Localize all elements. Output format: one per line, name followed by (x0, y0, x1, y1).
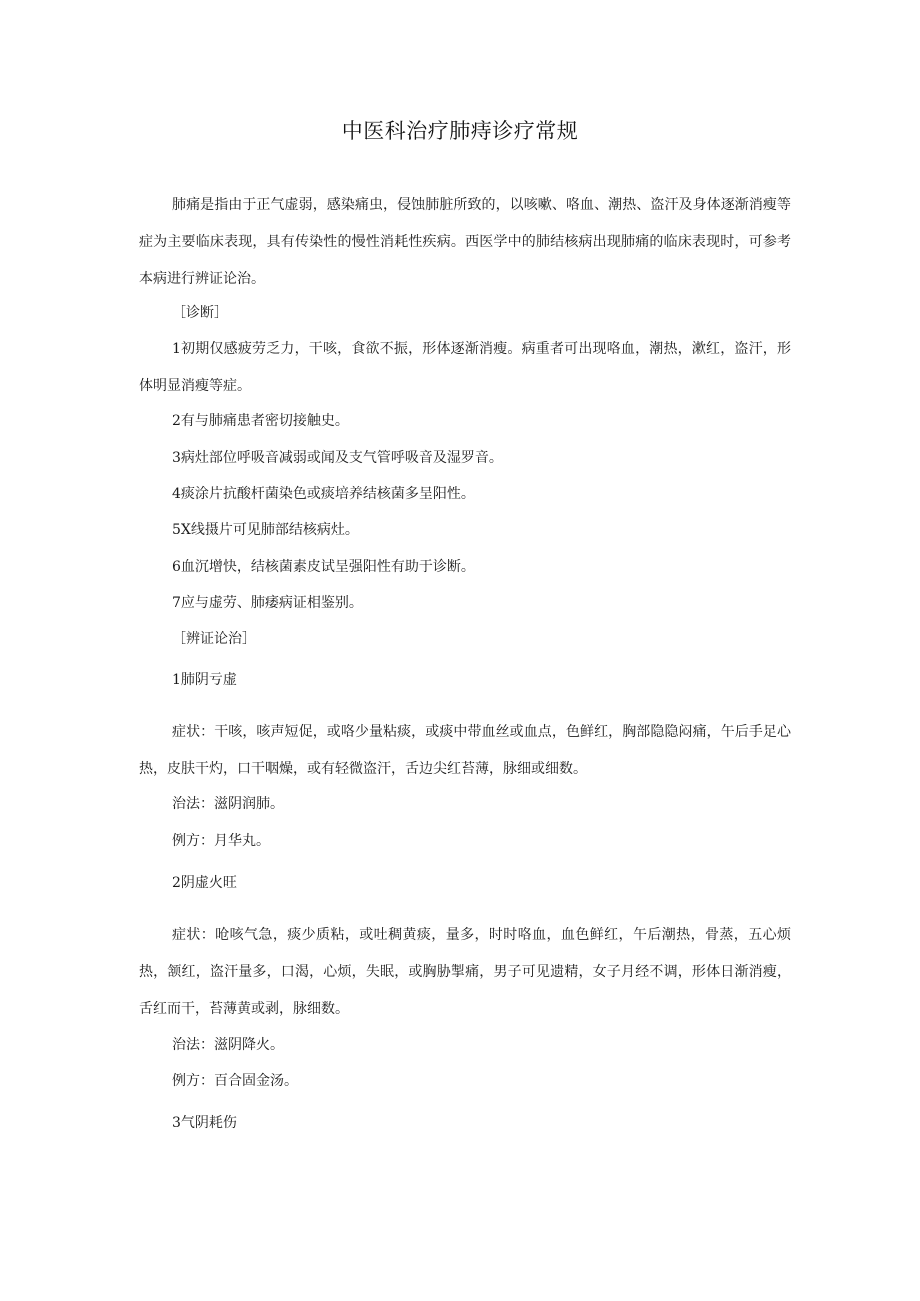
diagnosis-item: 3病灶部位呼吸音减弱或闻及支气管呼吸音及湿罗音。 (172, 450, 503, 466)
treatment-heading: ［辨证论治］ (172, 631, 256, 647)
diagnosis-item: 4痰涂片抗酸杆菌染色或痰培养结核菌多呈阳性。 (172, 486, 475, 502)
diagnosis-item: 1初期仅感疲劳乏力，干咳，食欲不振，形体逐渐消瘦。病重者可出现咯血，潮热，漱红，盗汗，形体明显消瘦等症。 (139, 341, 791, 394)
diagnosis-item: 7应与虚劳、肺痿病证相鉴别。 (172, 595, 363, 611)
pattern-symptoms: 症状：呛咳气急，痰少质粘，或吐稠黄痰，量多，时时咯血，血色鲜红，午后潮热，骨蒸，五心烦热，颔红，盗汗量多，口渴，心烦，失眠，或胸胁掣痛，男子可见遗精，女子月经不调，形体日渐消瘦，舌红而干，苔薄黄或剥，脉细数。 (139, 927, 791, 1017)
pattern-formula: 例方：月华丸。 (172, 833, 270, 849)
pattern-method: 治法：滋阴降火。 (172, 1037, 284, 1053)
diagnosis-item: 2有与肺痛患者密切接触史。 (172, 413, 349, 429)
pattern-name: 3气阴耗伤 (172, 1115, 237, 1131)
pattern-method: 治法：滋阴润肺。 (172, 796, 284, 812)
diagnosis-heading: ［诊断］ (172, 305, 228, 321)
diagnosis-item: 5X线摄片可见肺部结核病灶。 (172, 522, 359, 538)
intro-paragraph: 肺痛是指由于正气虚弱，感染痛虫，侵蚀肺脏所致的，以咳嗽、咯血、潮热、盗汗及身体逐渐消瘦等症为主要临床表现，具有传染性的慢性消耗性疾病。西医学中的肺结核病出现肺痛的临床表现时，可参考本病进行辨证论治。 (139, 197, 791, 287)
diagnosis-item: 6血沉增快，结核菌素皮试呈强阳性有助于诊断。 (172, 559, 475, 575)
pattern-symptoms: 症状：干咳，咳声短促，或咯少量粘痰，或痰中带血丝或血点，色鲜红，胸部隐隐闷痛，午后手足心热，皮肤干灼，口干咽燥，或有轻微盗汗，舌边尖红苔薄，脉细或细数。 (139, 724, 791, 777)
pattern-formula: 例方：百合固金汤。 (172, 1073, 298, 1089)
document-title: 中医科治疗肺痔诊疗常规 (341, 119, 579, 143)
pattern-name: 1肺阴亏虚 (172, 672, 237, 688)
pattern-name: 2阴虚火旺 (172, 875, 237, 891)
